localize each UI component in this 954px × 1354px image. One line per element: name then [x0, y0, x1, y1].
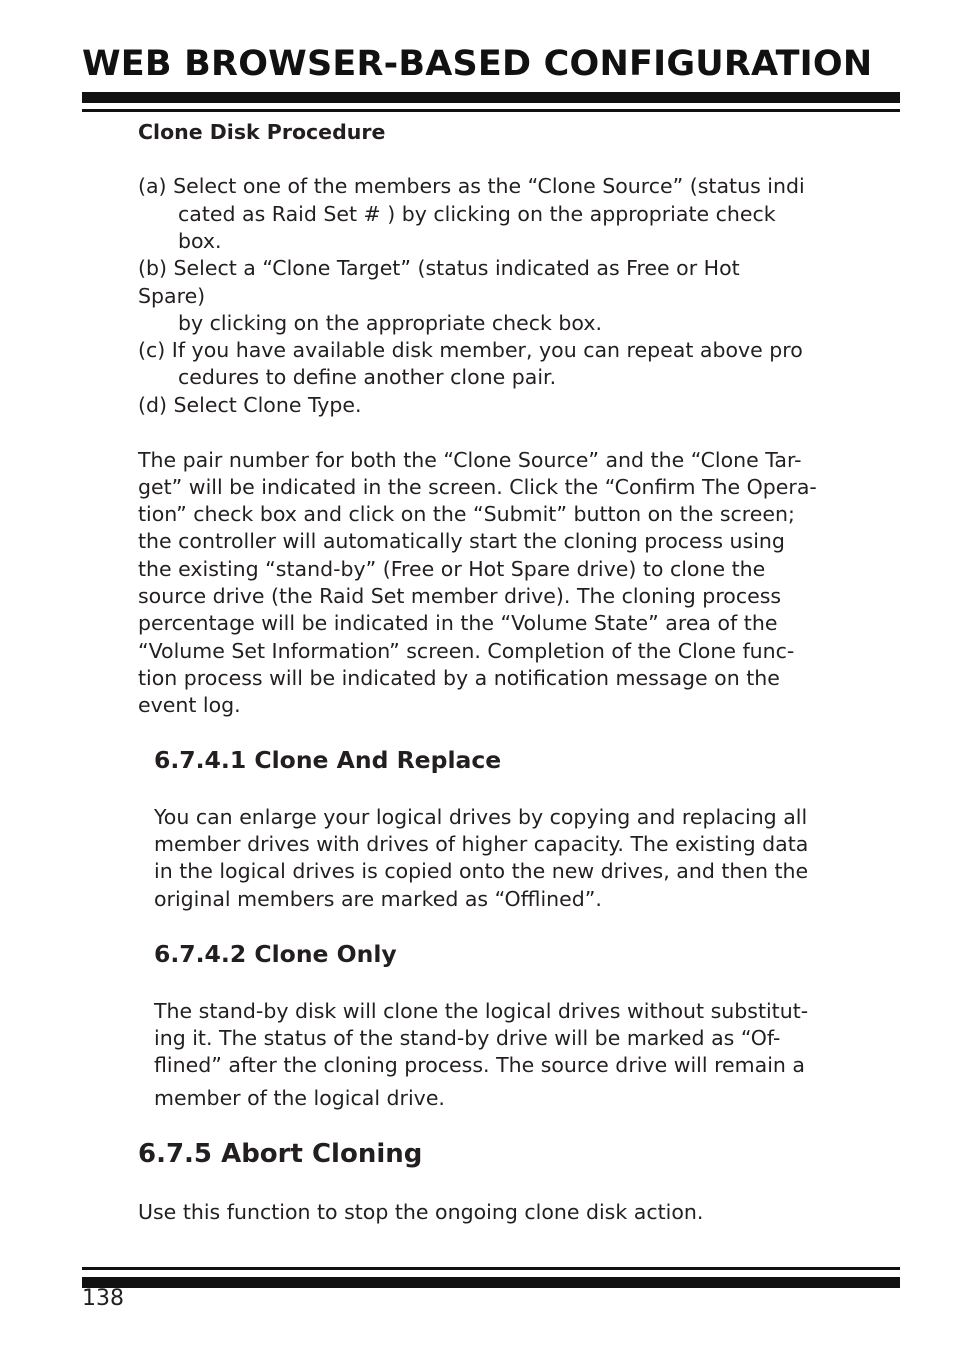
- procedure-line: box.: [178, 229, 222, 253]
- paragraph-line: the existing “stand-by” (Free or Hot Spare drive) to clone the: [138, 557, 766, 581]
- procedure-line: Spare): [138, 284, 206, 308]
- paragraph-line: get” will be indicated in the screen. Click the “Confirm The Opera-: [138, 475, 817, 499]
- procedure-line: (c) If you have available disk member, you can repeat above pro: [138, 338, 803, 362]
- procedure-line: by clicking on the appropriate check box.: [178, 311, 602, 335]
- paragraph-line: in the logical drives is copied onto the new drives, and then the: [154, 859, 809, 883]
- paragraph-line: member drives with drives of higher capacity. The existing data: [154, 832, 809, 856]
- paragraph-line: flined” after the cloning process. The source drive will remain a: [154, 1053, 805, 1077]
- paragraph-line: original members are marked as “Offlined”.: [154, 887, 602, 911]
- procedure-line: (d) Select Clone Type.: [138, 393, 362, 417]
- section-6741-heading: 6.7.4.1 Clone And Replace: [154, 746, 502, 774]
- clone-disk-procedure-heading: Clone Disk Procedure: [138, 120, 386, 144]
- paragraph-line: member of the logical drive.: [154, 1086, 445, 1110]
- paragraph-line: tion” check box and click on the “Submit” button on the screen;: [138, 502, 795, 526]
- paragraph-line: The pair number for both the “Clone Source” and the “Clone Tar-: [138, 448, 802, 472]
- page-number: 138: [82, 1286, 124, 1311]
- paragraph-line: ing it. The status of the stand-by drive will be marked as “Of-: [154, 1026, 781, 1050]
- paragraph-line: You can enlarge your logical drives by copying and replacing all: [154, 805, 808, 829]
- header-rule-thin: [82, 109, 900, 112]
- procedure-line: (b) Select a “Clone Target” (status indicated as Free or Hot: [138, 256, 740, 280]
- paragraph-line: source drive (the Raid Set member drive). The cloning process: [138, 584, 782, 608]
- procedure-line: (a) Select one of the members as the “Clone Source” (status indi: [138, 174, 805, 198]
- footer-rule-thick: [82, 1277, 900, 1288]
- paragraph-line: tion process will be indicated by a notification message on the: [138, 666, 780, 690]
- procedure-line: cedures to define another clone pair.: [178, 365, 557, 389]
- paragraph-line: event log.: [138, 693, 241, 717]
- section-6742-heading: 6.7.4.2 Clone Only: [154, 940, 397, 968]
- procedure-line: cated as Raid Set # ) by clicking on the appropriate check: [178, 202, 776, 226]
- paragraph-line: the controller will automatically start the cloning process using: [138, 529, 785, 553]
- page-header-title: WEB BROWSER-BASED CONFIGURATION: [82, 44, 873, 84]
- footer-rule-thin: [82, 1267, 900, 1270]
- section-675-paragraph: Use this function to stop the ongoing clone disk action.: [138, 1200, 704, 1224]
- paragraph-line: “Volume Set Information” screen. Completion of the Clone func-: [138, 639, 795, 663]
- section-675-heading: 6.7.5 Abort Cloning: [138, 1139, 423, 1169]
- header-rule-thick: [82, 92, 900, 103]
- paragraph-line: The stand-by disk will clone the logical drives without substitut-: [154, 999, 809, 1023]
- paragraph-line: percentage will be indicated in the “Volume State” area of the: [138, 611, 778, 635]
